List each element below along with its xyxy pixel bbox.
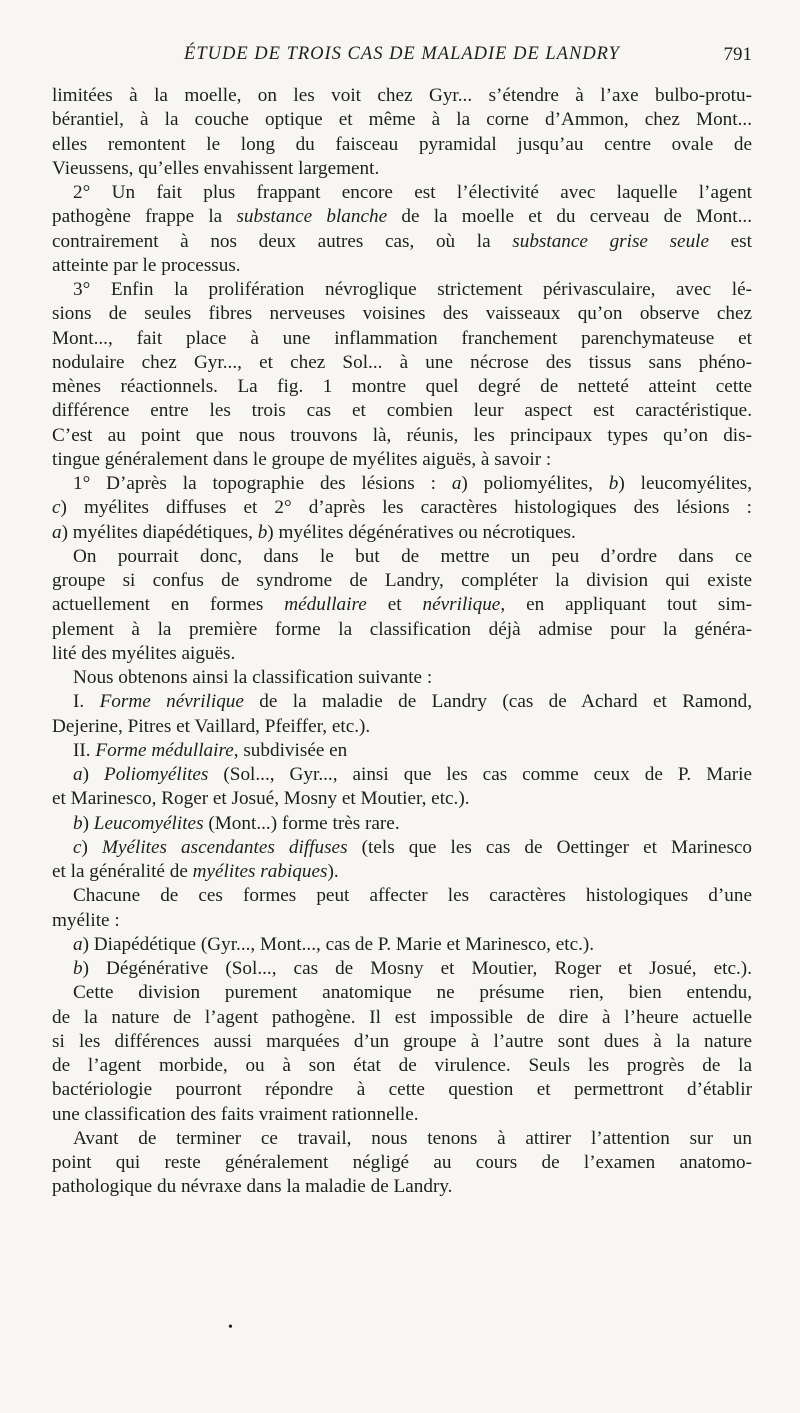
text-line: si les différences aussi marquées d’un groupe à l’autre sont dues à la nature — [52, 1030, 752, 1052]
text-line: actuellement en formes médullaire et névrilique, en appliquant tout sim- — [52, 594, 753, 616]
text-line: c) Myélites ascendantes diffuses (tels que les cas de Oettinger et Marinesco — [73, 836, 753, 858]
text-line: I. Forme névrilique de la maladie de Landry (cas de Achard et Ramond, — [73, 691, 753, 713]
text-line: bactériologie pourront répondre à cette question et permettront d’établir — [52, 1079, 752, 1101]
text-line: lité des myélites aiguës. — [52, 642, 236, 664]
text-line: de la nature de l’agent pathogène. Il est impossible de dire à l’heure actuelle — [52, 1006, 752, 1028]
text-line: a) Diapédétique (Gyr..., Mont..., cas de P. Marie et Marinesco, etc.). — [73, 933, 595, 955]
text-line: Cette division purement anatomique ne présume rien, bien entendu, — [73, 982, 752, 1004]
text-line: une classification des faits vraiment rationnelle. — [52, 1103, 419, 1125]
text-line: 1° D’après la topographie des lésions : a) poliomyélites, b) leucomyélites, — [73, 473, 753, 494]
page-header — [52, 44, 752, 70]
text-line: de l’agent morbide, ou à son état de virulence. Seuls les progrès de la — [52, 1055, 752, 1076]
text-line: bérantiel, à la couche optique et même à la corne d’Ammon, chez Mont... — [52, 109, 752, 131]
text-line: 2° Un fait plus frappant encore est l’électivité avec laquelle l’agent — [73, 182, 752, 203]
text-line: nodulaire chez Gyr..., et chez Sol... à une nécrose des tissus sans phéno- — [52, 351, 752, 373]
running-title: ÉTUDE DE TROIS CAS DE MALADIE DE LANDRY — [184, 44, 620, 64]
text-line: a) Poliomyélites (Sol..., Gyr..., ainsi que les cas comme ceux de P. Marie — [73, 764, 753, 785]
text-line: II. Forme médullaire, subdivisée en — [73, 739, 348, 761]
text-line: Vieussens, qu’elles envahissent largement. — [52, 157, 380, 179]
text-line: et la généralité de myélites rabiques). — [52, 861, 339, 882]
body-text — [52, 84, 752, 1200]
text-line: Mont..., fait place à une inflammation franchement parenchymateuse et — [52, 327, 752, 349]
text-line: Chacune de ces formes peut affecter les caractères histologiques d’une — [73, 885, 752, 907]
text-line: pathologique du névraxe dans la maladie de Landry. — [52, 1176, 453, 1198]
stray-mark: • — [228, 1320, 233, 1335]
text-line: myélite : — [52, 909, 120, 931]
text-line: c) myélites diffuses et 2° d’après les caractères histologiques des lésions : — [52, 497, 752, 519]
text-line: limitées à la moelle, on les voit chez Gyr... s’étendre à l’axe bulbo-protu- — [52, 85, 752, 106]
page-number: 791 — [723, 44, 752, 65]
text-line: C’est au point que nous trouvons là, réunis, les principaux types qu’on dis- — [52, 424, 752, 446]
text-line: On pourrait donc, dans le but de mettre un peu d’ordre dans ce — [73, 545, 752, 567]
text-line: groupe si confus de syndrome de Landry, compléter la division qui existe — [52, 570, 752, 591]
text-line: atteinte par le processus. — [52, 254, 241, 276]
text-line: elles remontent le long du faisceau pyramidal jusqu’au centre ovale de — [52, 133, 752, 155]
text-line: plement à la première forme la classification déjà admise pour la généra- — [52, 618, 752, 640]
text-line: 3° Enfin la prolifération névroglique strictement périvasculaire, avec lé- — [73, 279, 752, 300]
text-line: pathogène frappe la substance blanche de la moelle et du cerveau de Mont... — [52, 206, 752, 228]
text-line: sions de seules fibres nerveuses voisines des vaisseaux qu’on observe chez — [52, 303, 752, 325]
text-line: b) Dégénérative (Sol..., cas de Mosny et Moutier, Roger et Josué, etc.). — [73, 958, 752, 979]
text-line: tingue généralement dans le groupe de myélites aiguës, à savoir : — [52, 448, 552, 470]
text-line: mènes réactionnels. La fig. 1 montre quel degré de netteté atteint cette — [52, 376, 752, 397]
text-line: et Marinesco, Roger et Josué, Mosny et Moutier, etc.). — [52, 788, 470, 810]
text-line: Nous obtenons ainsi la classification suivante : — [73, 667, 433, 688]
text-line: Dejerine, Pitres et Vaillard, Pfeiffer, etc.). — [52, 715, 371, 737]
text-line: point qui reste généralement négligé au cours de l’examen anatomo- — [52, 1152, 752, 1173]
text-line: b) Leucomyélites (Mont...) forme très rare. — [73, 812, 400, 834]
text-line: Avant de terminer ce travail, nous tenons à attirer l’attention sur un — [73, 1127, 752, 1149]
text-line: différence entre les trois cas et combien leur aspect est caractéristique. — [52, 400, 752, 422]
text-line: a) myélites diapédétiques, b) myélites dégénératives ou nécrotiques. — [52, 521, 576, 543]
text-line: contrairement à nos deux autres cas, où la substance grise seule est — [52, 230, 752, 252]
